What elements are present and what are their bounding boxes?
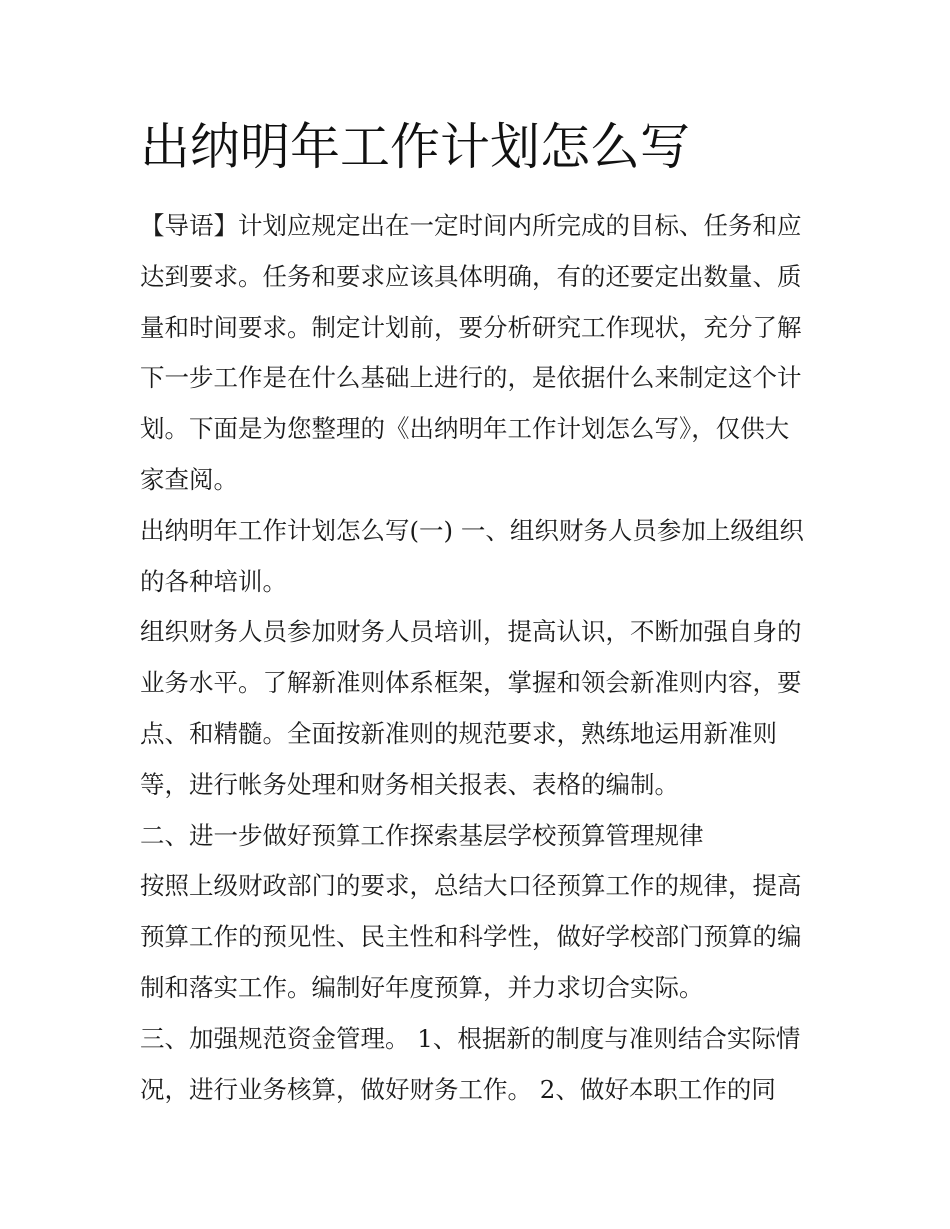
text-line: 出纳明年工作计划怎么写(一) 一、组织财务人员参加上级组织: [140, 515, 804, 545]
document-body: [140, 201, 815, 1115]
text-line: 家查阅。: [140, 464, 238, 494]
text-line: 预算工作的预见性、民主性和科学性，做好学校部门预算的编: [140, 922, 802, 952]
text-line: 达到要求。任务和要求应该具体明确，有的还要定出数量、质: [140, 261, 802, 291]
text-line: 组织财务人员参加财务人员培训，提高认识，不断加强自身的: [140, 617, 802, 647]
text-line: 点、和精髓。全面按新准则的规范要求，熟练地运用新准则: [140, 718, 777, 748]
text-line: 三、加强规范资金管理。 1、根据新的制度与准则结合实际情: [140, 1023, 801, 1053]
text-line: 的各种培训。: [140, 566, 287, 596]
text-line: 划。下面是为您整理的《出纳明年工作计划怎么写》，仅供大: [140, 414, 790, 444]
text-line: 等，进行帐务处理和财务相关报表、表格的编制。: [140, 769, 679, 799]
text-line: 量和时间要求。制定计划前，要分析研究工作现状，充分了解: [140, 312, 802, 342]
document-title: 出纳明年工作计划怎么写: [140, 118, 690, 176]
text-line: 制和落实工作。编制好年度预算，并力求切合实际。: [140, 972, 704, 1002]
text-line: 况，进行业务核算，做好财务工作。 2、做好本职工作的同: [140, 1074, 776, 1104]
text-line: 下一步工作是在什么基础上进行的，是依据什么来制定这个计: [140, 363, 802, 393]
text-line: 二、进一步做好预算工作探索基层学校预算管理规律: [140, 820, 704, 850]
text-line: 按照上级财政部门的要求，总结大口径预算工作的规律，提高: [140, 871, 802, 901]
text-line: 业务水平。了解新准则体系框架，掌握和领会新准则内容，要: [140, 668, 802, 698]
text-line: 【导语】计划应规定出在一定时间内所完成的目标、任务和应: [140, 211, 802, 240]
